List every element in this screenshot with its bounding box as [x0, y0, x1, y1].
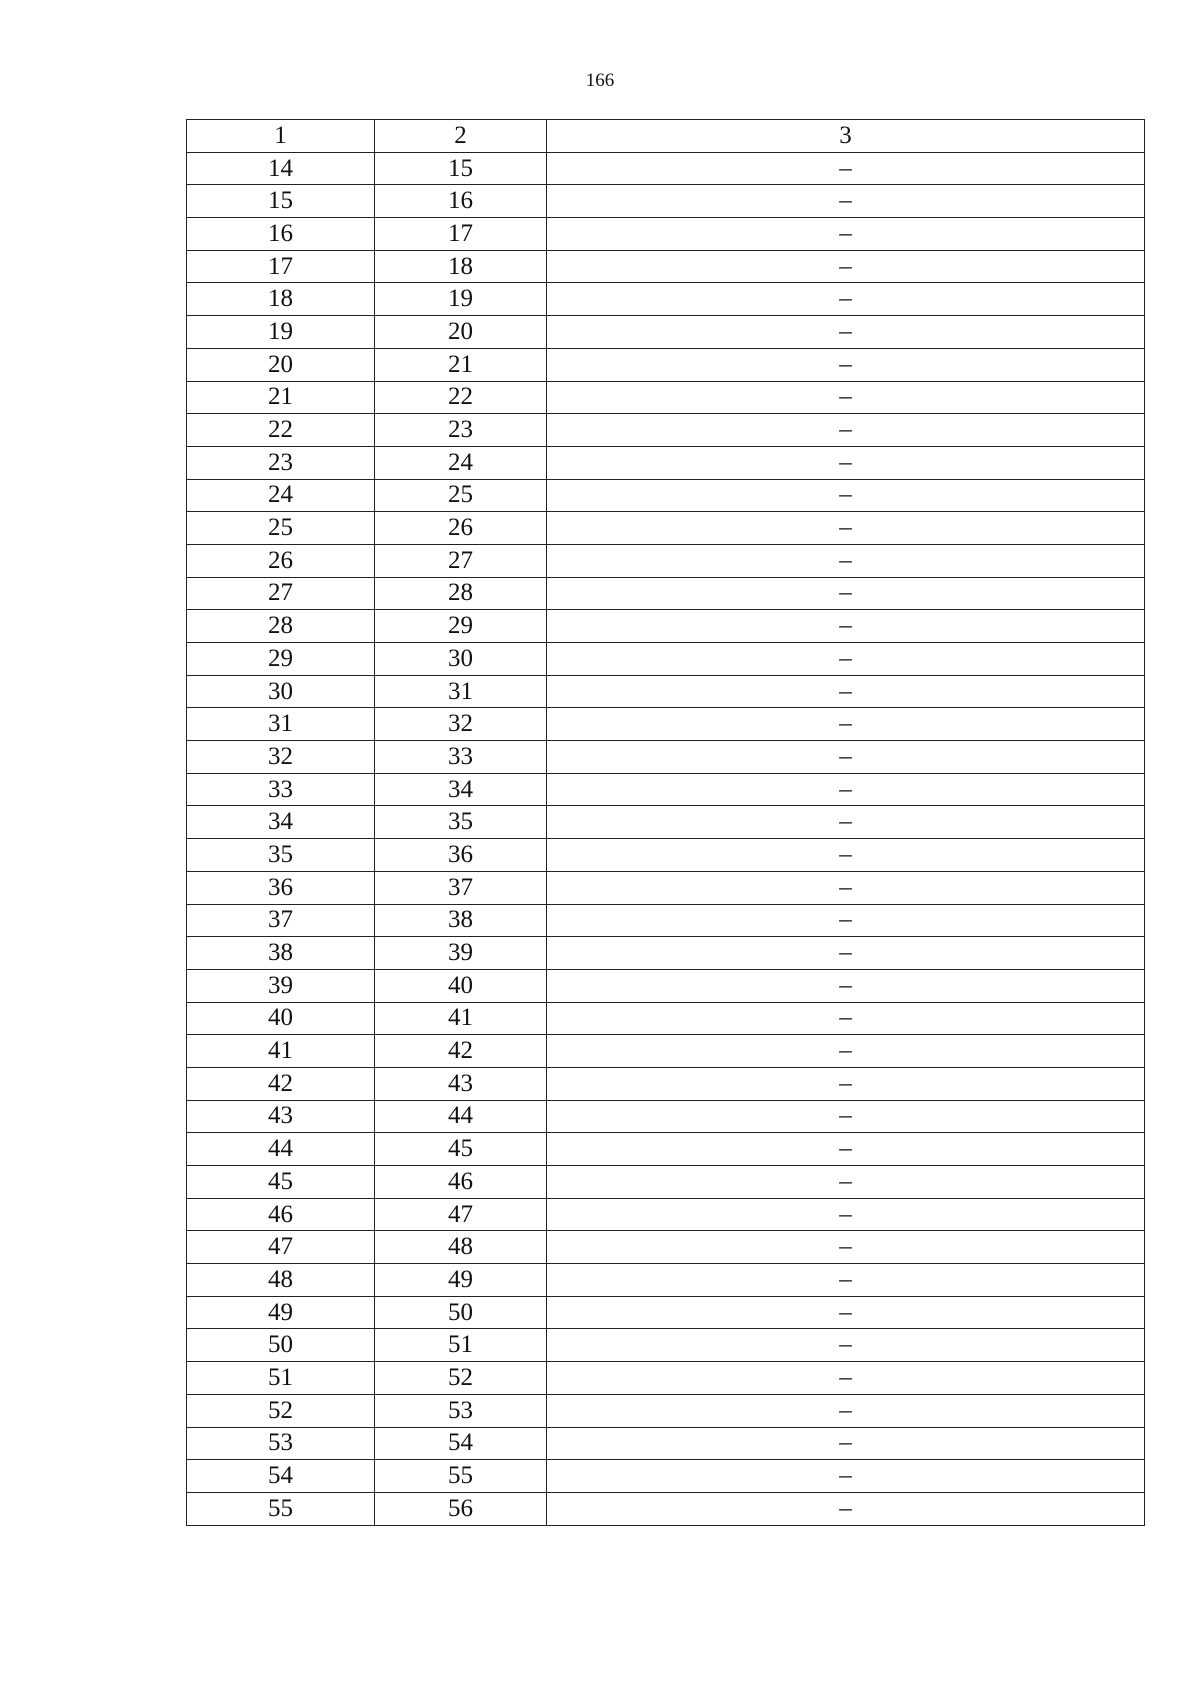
table-cell-col-3: –: [547, 1231, 1145, 1264]
table-cell-col-2: 20: [375, 316, 547, 349]
table-cell-col-1: 30: [187, 675, 375, 708]
column-header-1: 1: [187, 120, 375, 153]
table-cell-col-3: –: [547, 348, 1145, 381]
table-cell-col-1: 22: [187, 414, 375, 447]
table-cell-col-2: 17: [375, 218, 547, 251]
table-row: [187, 1492, 1145, 1525]
table-row: [187, 1427, 1145, 1460]
table-cell-col-2: 52: [375, 1362, 547, 1395]
table-row: [187, 479, 1145, 512]
data-table: [186, 119, 1145, 1526]
table-row: [187, 1198, 1145, 1231]
table-row: [187, 904, 1145, 937]
table-cell-col-3: –: [547, 1460, 1145, 1493]
table-cell-col-2: 30: [375, 643, 547, 676]
table-cell-col-2: 21: [375, 348, 547, 381]
table-row: [187, 773, 1145, 806]
table-cell-col-3: –: [547, 610, 1145, 643]
table-cell-col-3: –: [547, 1166, 1145, 1199]
table-row: [187, 839, 1145, 872]
table-header-row: [187, 120, 1145, 153]
table-cell-col-1: 14: [187, 152, 375, 185]
table-row: [187, 969, 1145, 1002]
table-row: [187, 1460, 1145, 1493]
table-row: [187, 610, 1145, 643]
table-cell-col-3: –: [547, 512, 1145, 545]
table-cell-col-3: –: [547, 316, 1145, 349]
table-cell-col-3: –: [547, 1492, 1145, 1525]
table-cell-col-2: 54: [375, 1427, 547, 1460]
table-cell-col-2: 42: [375, 1035, 547, 1068]
table-row: [187, 675, 1145, 708]
table-cell-col-1: 55: [187, 1492, 375, 1525]
table-cell-col-1: 38: [187, 937, 375, 970]
table-cell-col-3: –: [547, 250, 1145, 283]
table-cell-col-2: 18: [375, 250, 547, 283]
table-cell-col-3: –: [547, 773, 1145, 806]
table-row: [187, 1166, 1145, 1199]
table-cell-col-1: 53: [187, 1427, 375, 1460]
table-cell-col-2: 46: [375, 1166, 547, 1199]
table-cell-col-2: 53: [375, 1394, 547, 1427]
table-cell-col-1: 43: [187, 1100, 375, 1133]
table-cell-col-2: 15: [375, 152, 547, 185]
table-row: [187, 1329, 1145, 1362]
table-cell-col-1: 27: [187, 577, 375, 610]
table-cell-col-3: –: [547, 1329, 1145, 1362]
table-cell-col-1: 23: [187, 446, 375, 479]
table-cell-col-3: –: [547, 446, 1145, 479]
table-cell-col-2: 50: [375, 1296, 547, 1329]
table-cell-col-1: 44: [187, 1133, 375, 1166]
table-cell-col-1: 54: [187, 1460, 375, 1493]
table-cell-col-1: 29: [187, 643, 375, 676]
table-cell-col-2: 49: [375, 1264, 547, 1297]
table-row: [187, 316, 1145, 349]
table-cell-col-2: 31: [375, 675, 547, 708]
table-cell-col-1: 16: [187, 218, 375, 251]
table-cell-col-2: 40: [375, 969, 547, 1002]
table-cell-col-3: –: [547, 871, 1145, 904]
table-cell-col-3: –: [547, 1198, 1145, 1231]
table-cell-col-1: 49: [187, 1296, 375, 1329]
table-cell-col-1: 25: [187, 512, 375, 545]
table-row: [187, 708, 1145, 741]
table-cell-col-1: 24: [187, 479, 375, 512]
table-row: [187, 544, 1145, 577]
table-cell-col-2: 43: [375, 1067, 547, 1100]
table-cell-col-3: –: [547, 381, 1145, 414]
table-cell-col-2: 37: [375, 871, 547, 904]
table-cell-col-1: 32: [187, 741, 375, 774]
table-cell-col-1: 26: [187, 544, 375, 577]
table-cell-col-2: 29: [375, 610, 547, 643]
table-cell-col-3: –: [547, 937, 1145, 970]
table-cell-col-2: 25: [375, 479, 547, 512]
table-cell-col-2: 48: [375, 1231, 547, 1264]
table-cell-col-1: 48: [187, 1264, 375, 1297]
table-cell-col-3: –: [547, 152, 1145, 185]
table-cell-col-3: –: [547, 1067, 1145, 1100]
table-row: [187, 1296, 1145, 1329]
page-number: 166: [585, 70, 615, 91]
table-cell-col-2: 36: [375, 839, 547, 872]
table-row: [187, 185, 1145, 218]
table-row: [187, 446, 1145, 479]
table-cell-col-3: –: [547, 1394, 1145, 1427]
table-body: [187, 152, 1145, 1525]
table-cell-col-1: 35: [187, 839, 375, 872]
table-row: [187, 643, 1145, 676]
table-cell-col-2: 16: [375, 185, 547, 218]
table-cell-col-3: –: [547, 806, 1145, 839]
table-row: [187, 1394, 1145, 1427]
table-cell-col-2: 55: [375, 1460, 547, 1493]
column-header-2: 2: [375, 120, 547, 153]
table-cell-col-1: 37: [187, 904, 375, 937]
table-cell-col-2: 22: [375, 381, 547, 414]
table-row: [187, 871, 1145, 904]
table-cell-col-2: 45: [375, 1133, 547, 1166]
table-cell-col-3: –: [547, 1002, 1145, 1035]
table-cell-col-3: –: [547, 1427, 1145, 1460]
table-row: [187, 577, 1145, 610]
data-table-container: [186, 119, 1144, 1526]
table-row: [187, 937, 1145, 970]
table-row: [187, 283, 1145, 316]
table-row: [187, 741, 1145, 774]
table-row: [187, 1067, 1145, 1100]
table-cell-col-2: 23: [375, 414, 547, 447]
table-cell-col-3: –: [547, 1296, 1145, 1329]
table-cell-col-3: –: [547, 904, 1145, 937]
table-cell-col-3: –: [547, 1133, 1145, 1166]
table-header: [187, 120, 1145, 153]
table-row: [187, 1133, 1145, 1166]
table-cell-col-1: 46: [187, 1198, 375, 1231]
table-row: [187, 414, 1145, 447]
table-row: [187, 348, 1145, 381]
table-cell-col-1: 18: [187, 283, 375, 316]
table-cell-col-2: 33: [375, 741, 547, 774]
table-cell-col-3: –: [547, 218, 1145, 251]
table-cell-col-3: –: [547, 185, 1145, 218]
table-cell-col-3: –: [547, 1362, 1145, 1395]
table-cell-col-1: 28: [187, 610, 375, 643]
table-row: [187, 381, 1145, 414]
table-row: [187, 1035, 1145, 1068]
table-cell-col-1: 42: [187, 1067, 375, 1100]
table-cell-col-3: –: [547, 643, 1145, 676]
table-row: [187, 1002, 1145, 1035]
table-row: [187, 1264, 1145, 1297]
table-row: [187, 1100, 1145, 1133]
table-cell-col-2: 56: [375, 1492, 547, 1525]
table-cell-col-3: –: [547, 1035, 1145, 1068]
table-cell-col-2: 41: [375, 1002, 547, 1035]
table-cell-col-2: 44: [375, 1100, 547, 1133]
table-cell-col-1: 34: [187, 806, 375, 839]
table-cell-col-3: –: [547, 577, 1145, 610]
table-cell-col-1: 45: [187, 1166, 375, 1199]
table-cell-col-2: 28: [375, 577, 547, 610]
table-row: [187, 1362, 1145, 1395]
table-cell-col-2: 19: [375, 283, 547, 316]
table-cell-col-2: 38: [375, 904, 547, 937]
table-cell-col-2: 24: [375, 446, 547, 479]
table-cell-col-3: –: [547, 1100, 1145, 1133]
table-cell-col-3: –: [547, 414, 1145, 447]
table-cell-col-3: –: [547, 708, 1145, 741]
table-cell-col-1: 40: [187, 1002, 375, 1035]
table-cell-col-1: 31: [187, 708, 375, 741]
table-cell-col-1: 52: [187, 1394, 375, 1427]
table-cell-col-3: –: [547, 479, 1145, 512]
table-cell-col-2: 32: [375, 708, 547, 741]
table-cell-col-1: 19: [187, 316, 375, 349]
table-cell-col-1: 36: [187, 871, 375, 904]
table-cell-col-1: 21: [187, 381, 375, 414]
table-cell-col-1: 39: [187, 969, 375, 1002]
table-row: [187, 218, 1145, 251]
table-cell-col-2: 27: [375, 544, 547, 577]
table-cell-col-1: 51: [187, 1362, 375, 1395]
table-cell-col-2: 47: [375, 1198, 547, 1231]
table-cell-col-3: –: [547, 839, 1145, 872]
table-cell-col-3: –: [547, 544, 1145, 577]
table-cell-col-1: 41: [187, 1035, 375, 1068]
table-cell-col-2: 34: [375, 773, 547, 806]
table-cell-col-1: 50: [187, 1329, 375, 1362]
table-cell-col-3: –: [547, 675, 1145, 708]
table-cell-col-2: 26: [375, 512, 547, 545]
table-cell-col-1: 17: [187, 250, 375, 283]
table-cell-col-1: 33: [187, 773, 375, 806]
table-cell-col-2: 35: [375, 806, 547, 839]
table-cell-col-3: –: [547, 969, 1145, 1002]
table-cell-col-2: 39: [375, 937, 547, 970]
table-row: [187, 806, 1145, 839]
table-cell-col-3: –: [547, 1264, 1145, 1297]
table-row: [187, 1231, 1145, 1264]
table-cell-col-2: 51: [375, 1329, 547, 1362]
table-cell-col-1: 15: [187, 185, 375, 218]
table-cell-col-3: –: [547, 283, 1145, 316]
table-cell-col-1: 47: [187, 1231, 375, 1264]
table-cell-col-1: 20: [187, 348, 375, 381]
table-row: [187, 152, 1145, 185]
table-row: [187, 512, 1145, 545]
table-cell-col-3: –: [547, 741, 1145, 774]
column-header-3: 3: [547, 120, 1145, 153]
table-row: [187, 250, 1145, 283]
